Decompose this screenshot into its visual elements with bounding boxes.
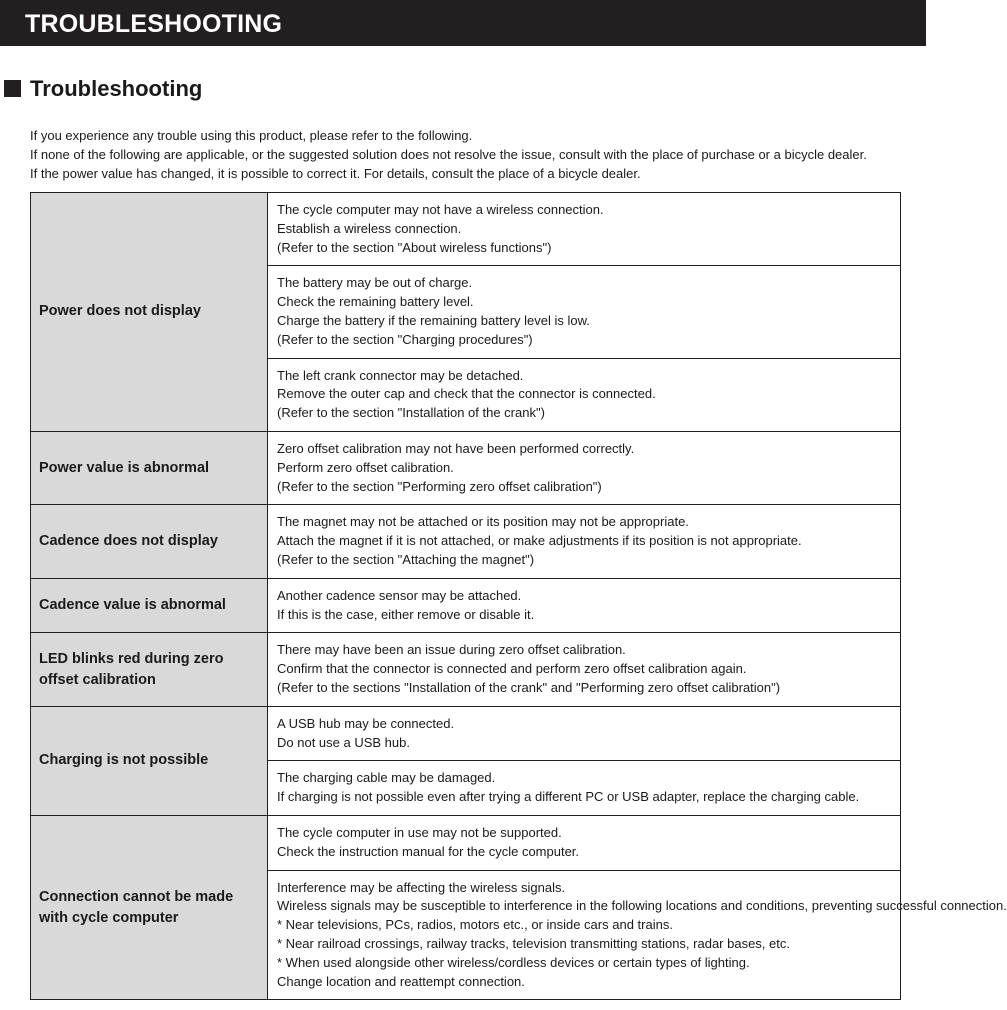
solution-line: If charging is not possible even after trying a different PC or USB adapter, replace the charging cable. [277,789,860,805]
problem-cell: Connection cannot be made with cycle computer [31,815,268,999]
solution-cell [268,505,901,578]
problem-cell: Charging is not possible [31,706,268,815]
problem-cell: Cadence value is abnormal [31,578,268,633]
problem-cell: Power value is abnormal [31,431,268,504]
solution-line: Attach the magnet if it is not attached, or make adjustments if its position is not appropriate. [277,533,802,549]
solution-line: There may have been an issue during zero offset calibration. [277,642,626,658]
solution-line: Check the instruction manual for the cycle computer. [277,843,580,859]
solution-cell [268,633,901,706]
solution-cell [268,193,901,266]
intro-line: If the power value has changed, it is possible to correct it. For details, consult the place of a bicycle dealer. [30,166,641,181]
solution-line: A USB hub may be connected. [277,715,455,731]
table-row [31,578,901,633]
solution-line: (Refer to the section "Charging procedures") [277,331,533,347]
table-row [31,431,901,504]
problem-cell: Power does not display [31,193,268,432]
solution-cell [268,431,901,504]
intro-text [30,126,867,183]
banner-title: TROUBLESHOOTING [25,10,283,38]
solution-line: Change location and reattempt connection. [277,973,525,989]
solution-line: (Refer to the section "About wireless functions") [277,239,552,255]
solution-line: (Refer to the section "Installation of the crank") [277,405,545,421]
solution-line: (Refer to the sections "Installation of the crank" and "Performing zero offset calibration") [277,679,781,695]
page-banner [0,0,926,46]
solution-cell [268,815,901,870]
solution-cell [268,578,901,633]
solution-line: Remove the outer cap and check that the connector is connected. [277,386,656,402]
solution-line: Check the remaining battery level. [277,294,474,310]
intro-line: If none of the following are applicable, or the suggested solution does not resolve the issue, consult with the place of purchase or a bicycle dealer. [30,147,867,162]
solution-line: If this is the case, either remove or disable it. [277,606,535,622]
solution-line: The cycle computer in use may not be supported. [277,824,562,840]
solution-line: Wireless signals may be susceptible to interference in the following locations and conditions, preventing successful connection. [277,898,1007,914]
solution-line: (Refer to the section "Attaching the magnet") [277,551,535,567]
solution-line: Confirm that the connector is connected and perform zero offset calibration again. [277,661,747,677]
section-title: Troubleshooting [30,76,203,101]
table-row [31,633,901,706]
solution-line: Interference may be affecting the wireless signals. [277,879,566,895]
solution-line: The cycle computer may not have a wireless connection. [277,202,604,217]
table-row [31,193,901,266]
solution-cell [268,266,901,358]
solution-line: * Near railroad crossings, railway tracks, television transmitting stations, radar bases, etc. [277,935,790,951]
table-row [31,505,901,578]
solution-line: Do not use a USB hub. [277,734,410,750]
table-row [31,815,901,870]
solution-cell [268,706,901,761]
solution-line: Establish a wireless connection. [277,220,462,236]
solution-line: Perform zero offset calibration. [277,459,454,475]
solution-line: (Refer to the section "Performing zero offset calibration") [277,478,602,494]
solution-line: The magnet may not be attached or its position may not be appropriate. [277,514,689,530]
solution-cell [268,870,1007,1000]
troubleshooting-table [30,192,1007,1000]
solution-cell [268,761,901,816]
solution-line: Another cadence sensor may be attached. [277,587,522,603]
section-marker-icon [4,80,21,97]
solution-cell [268,358,901,431]
solution-line: * When used alongside other wireless/cordless devices or certain types of lighting. [277,954,750,970]
problem-cell: Cadence does not display [31,505,268,578]
table-row [31,706,901,761]
solution-line: Charge the battery if the remaining battery level is low. [277,312,590,328]
solution-line: The charging cable may be damaged. [277,770,496,786]
intro-line: If you experience any trouble using this product, please refer to the following. [30,128,473,143]
problem-cell: LED blinks red during zero offset calibration [31,633,268,706]
solution-line: * Near televisions, PCs, radios, motors etc., or inside cars and trains. [277,917,673,933]
solution-line: The left crank connector may be detached. [277,367,524,383]
solution-line: The battery may be out of charge. [277,275,473,291]
solution-line: Zero offset calibration may not have been performed correctly. [277,440,635,456]
